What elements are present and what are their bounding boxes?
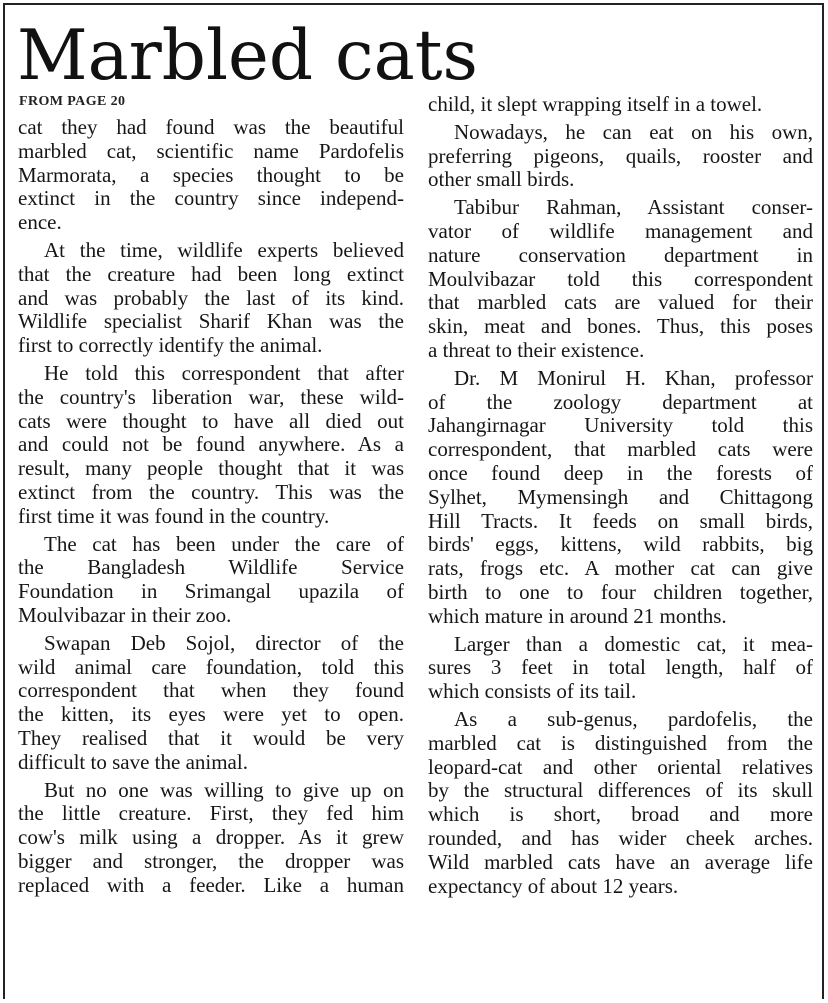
body-line: Tabibur Rahman, Assistant conser- [454, 195, 813, 220]
body-line: expectancy of about 12 years. [428, 873, 679, 898]
body-line: But no one was willing to give up on [44, 777, 404, 802]
body-line: cat they had found was the beautiful [18, 115, 404, 139]
body-line: which consists of its tail. [428, 679, 637, 704]
body-line: Moulvibazar told this correspondent [428, 266, 813, 291]
body-line: Wildlife specialist Sharif Khan was the [18, 309, 404, 334]
body-line: ence. [18, 210, 62, 235]
body-line: bigger and stronger, the dropper was [18, 848, 404, 873]
body-line: The cat has been under the care of [44, 531, 404, 556]
body-line: cats were thought to have all died out [18, 408, 404, 433]
body-line: sures 3 feet in total length, half of [428, 655, 813, 680]
body-line: child, it slept wrapping itself in a towel. [428, 92, 763, 116]
body-line: which mature in around 21 months. [428, 603, 727, 628]
body-line: Foundation in Srimangal upazila of [18, 579, 404, 604]
body-line: leopard-cat and other oriental relatives [428, 754, 813, 779]
body-line: wild animal care foundation, told this [18, 654, 404, 679]
body-line: rounded, and has wider cheek arches. [428, 825, 813, 850]
body-line: birth to one to four children together, [428, 579, 813, 604]
body-line: extinct in the country since independ- [18, 186, 404, 211]
body-line: the little creature. First, they fed him [18, 801, 404, 826]
body-line: Larger than a domestic cat, it mea- [454, 631, 813, 656]
article-column-right [428, 93, 813, 898]
body-line: birds' eggs, kittens, wild rabbits, big [428, 532, 813, 557]
body-line: correspondent, that marbled cats were [428, 437, 813, 462]
body-line: skin, meat and bones. Thus, this poses [428, 314, 813, 339]
article-column-left [18, 116, 404, 898]
body-line: extinct from the country. This was the [18, 479, 404, 504]
body-line: which is short, broad and more [428, 802, 813, 827]
body-line: the Bangladesh Wildlife Service [18, 555, 404, 580]
body-line: a threat to their existence. [428, 337, 645, 362]
body-line: Nowadays, he can eat on his own, [454, 119, 813, 144]
body-line: As a sub-genus, pardofelis, the [454, 706, 813, 731]
body-line: preferring pigeons, quails, rooster and [428, 143, 813, 168]
body-line: that marbled cats are valued for their [428, 290, 813, 315]
body-line: the kitten, its eyes were yet to open. [18, 702, 404, 727]
body-line: and could not be found anywhere. As a [18, 432, 404, 457]
body-line: Jahangirnagar University told this [428, 413, 813, 438]
body-line: correspondent that when they found [18, 678, 404, 703]
body-line: first to correctly identify the animal. [18, 333, 323, 358]
jump-label: FROM PAGE 20 [19, 94, 126, 109]
body-line: and was probably the last of its kind. [18, 285, 404, 310]
body-line: nature conservation department in [428, 242, 813, 267]
body-line: Moulvibazar in their zoo. [18, 602, 232, 627]
body-line: Marmorata, a species thought to be [18, 162, 404, 187]
body-line: Swapan Deb Sojol, director of the [44, 630, 404, 655]
body-line: Sylhet, Mymensingh and Chittagong [428, 484, 813, 509]
body-line: Hill Tracts. It feeds on small birds, [428, 508, 813, 533]
article-headline: Marbled cats [17, 16, 478, 96]
body-line: marbled cat is distinguished from the [428, 730, 813, 755]
body-line: first time it was found in the country. [18, 503, 330, 528]
body-line: vator of wildlife management and [428, 218, 813, 243]
body-line: They realised that it would be very [18, 725, 404, 750]
body-line: He told this correspondent that after [44, 360, 404, 385]
body-line: Dr. M Monirul H. Khan, professor [454, 365, 813, 390]
body-line: once found deep in the forests of [428, 460, 813, 485]
body-line: the country's liberation war, these wild- [18, 384, 404, 409]
body-line: replaced with a feeder. Like a human [18, 872, 404, 897]
body-line: that the creature had been long extinct [18, 261, 404, 286]
body-line: result, many people thought that it was [18, 456, 404, 481]
body-line: by the structural differences of its skull [428, 778, 813, 803]
body-line: rats, frogs etc. A mother cat can give [428, 556, 813, 581]
body-line: cow's milk using a dropper. As it grew [18, 825, 404, 850]
body-line: difficult to save the animal. [18, 749, 248, 774]
body-line: other small birds. [428, 167, 575, 192]
body-line: of the zoology department at [428, 389, 813, 414]
body-line: Wild marbled cats have an average life [428, 849, 813, 874]
body-line: marbled cat, scientific name Pardofelis [18, 138, 404, 163]
body-line: At the time, wildlife experts believed [44, 237, 404, 262]
